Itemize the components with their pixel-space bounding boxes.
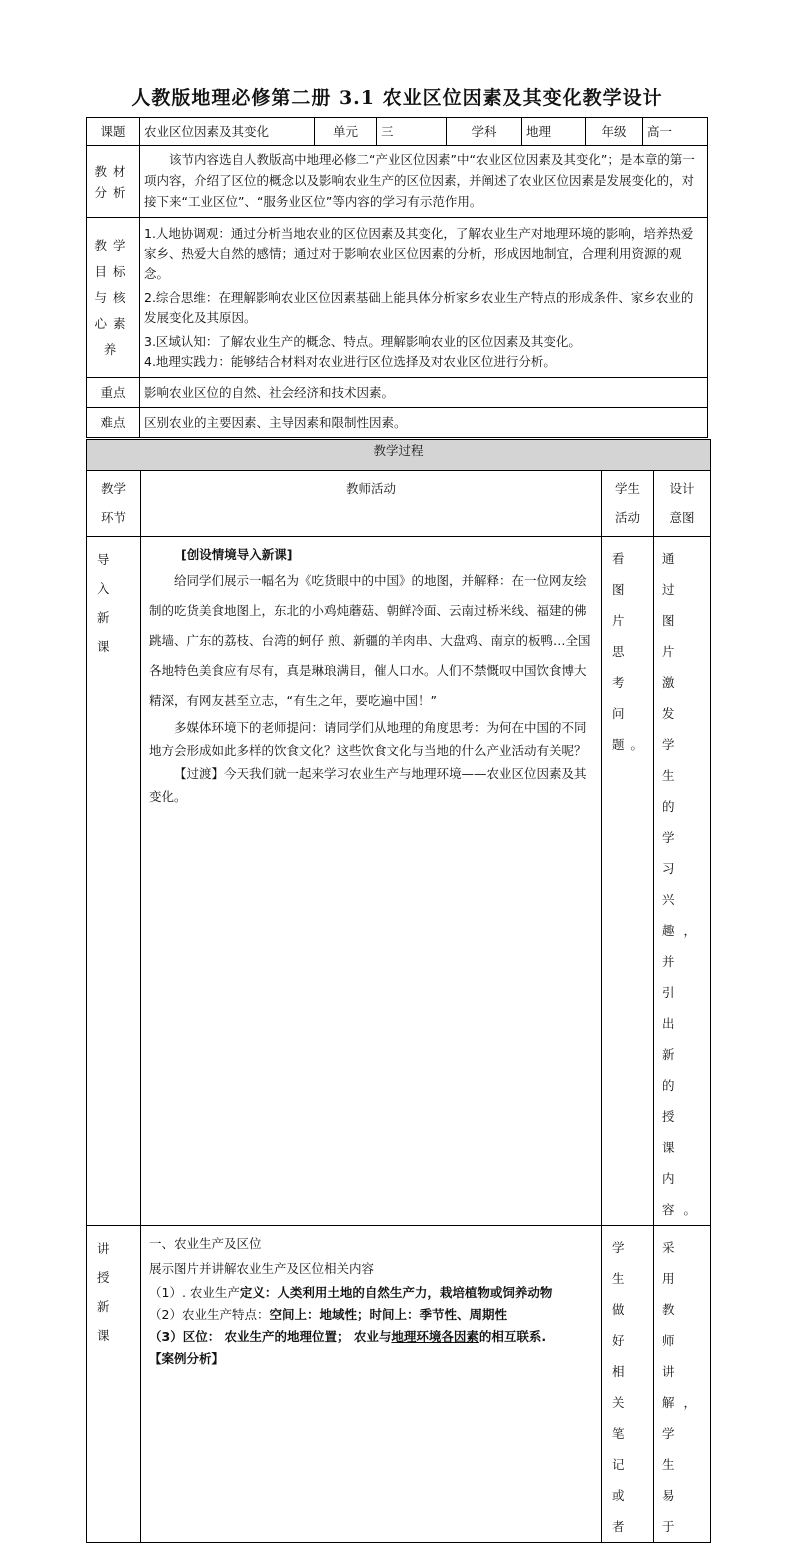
key-text: 影响农业区位的自然、社会经济和技术因素。 bbox=[140, 378, 708, 408]
lecture-line-6: 【案例分析】 bbox=[149, 1351, 225, 1366]
lecture-line-5 bbox=[149, 1326, 593, 1348]
header-student: 学生活动 bbox=[602, 471, 654, 537]
lecture-line-2: 展示图片并讲解农业生产及区位相关内容 bbox=[149, 1261, 375, 1276]
process-table bbox=[86, 439, 711, 1543]
goal-1: 1.人地协调观：通过分析当地农业的区位因素及其变化，了解农业生产对地理环境的影响，培养热爱家乡、热爱大自然的感情；通过对于影响农业区位因素的分析，形成因地制宜，合理利用资源的观念。 bbox=[144, 226, 694, 281]
intro-design-intent: 通过图片激发学生的学习兴趣，并引出新的授课内容。 bbox=[654, 537, 711, 1226]
label-material: 教材分析 bbox=[87, 146, 140, 218]
header-stage: 教学环节 bbox=[87, 471, 141, 537]
page-title: 人教版地理必修第二册 3.1 农业区位因素及其变化教学设计 bbox=[131, 87, 663, 109]
label-goals: 教学目标与核心素养 bbox=[87, 218, 140, 378]
lecture-line-3 bbox=[149, 1282, 593, 1304]
subject-value: 地理 bbox=[522, 118, 586, 146]
lecture-student-activity: 学生做好相关笔记或者 bbox=[602, 1226, 654, 1543]
lecture-line-1: 一、农业生产及区位 bbox=[149, 1236, 262, 1251]
grade-value: 高一 bbox=[643, 118, 708, 146]
header-teacher: 教师活动 bbox=[141, 471, 602, 537]
process-band: 教学过程 bbox=[87, 440, 711, 471]
goal-2: 2.综合思维：在理解影响农业区位因素基础上能具体分析家乡农业生产特点的形成条件、家乡农业的发展变化及其原因。 bbox=[144, 290, 694, 325]
label-unit: 单元 bbox=[315, 118, 377, 146]
lecture-3b: 定义：人类利用土地的自然生产力，栽培植物或饲养动物 bbox=[239, 1285, 553, 1300]
lecture-4b: 空间上：地域性；时间上：季节性、周期性 bbox=[269, 1307, 507, 1322]
intro-student-activity: 看图片思考问题。 bbox=[602, 537, 654, 1226]
intro-paragraph-2: 多媒体环境下的老师提问：请同学们从地理的角度思考：为何在中国的不同地方会形成如此多样的饮食文化？这些饮食文化与当地的什么产业活动有关呢？ bbox=[149, 720, 587, 758]
goal-4: 4.地理实践力：能够结合材料对农业进行区位选择及对农业区位进行分析。 bbox=[144, 354, 556, 369]
intro-content bbox=[141, 537, 602, 1226]
material-text: 该节内容选自人教版高中地理必修二“产业区位因素”中“农业区位因素及其变化”；是本章的第一项内容，介绍了区位的概念以及影响农业生产的区位因素，并阐述了农业区位因素是发展变化的，对接下来“工业区位”、“服务业区位”等内容的学习有示范作用。 bbox=[140, 146, 708, 218]
topic-value: 农业区位因素及其变化 bbox=[140, 118, 315, 146]
intro-subhead: [创设情境导入新课] bbox=[181, 547, 293, 562]
lecture-design-intent: 采用教师讲解，学生易于 bbox=[654, 1226, 711, 1543]
lecture-5b: 的相互联系. bbox=[478, 1329, 547, 1344]
intro-paragraph-1: 给同学们展示一幅名为《吃货眼中的中国》的地图，并解释：在一位网友绘制的吃货美食地图上，东北的小鸡炖蘑菇、朝鲜冷面、云南过桥米线、福建的佛跳墙、广东的荔枝、台湾的蚵仔 煎、新疆的羊肉串、大盘鸡、南京的板鸭…全国各地特色美食应有尽有，真是琳琅满目，催人口水。人们不禁慨叹中国饮食博大精深，有网友甚至立志，“有生之年，要吃遍中国！” bbox=[149, 573, 591, 708]
lecture-4a: （2）农业生产特点： bbox=[149, 1307, 270, 1322]
label-subject: 学科 bbox=[447, 118, 522, 146]
header-design: 设计意图 bbox=[654, 471, 711, 537]
stage-lecture: 讲授新课 bbox=[87, 1226, 141, 1543]
difficulty-text: 区别农业的主要因素、主导因素和限制性因素。 bbox=[140, 408, 708, 438]
lecture-5u: 地理环境各因素 bbox=[391, 1329, 479, 1344]
goals-cell bbox=[140, 218, 708, 378]
label-key: 重点 bbox=[87, 378, 140, 408]
stage-intro: 导入新课 bbox=[87, 537, 141, 1226]
unit-value: 三 bbox=[377, 118, 447, 146]
lecture-3a: （1）. 农业生产 bbox=[149, 1285, 240, 1300]
intro-transition: 【过渡】今天我们就一起来学习农业生产与地理环境——农业区位因素及其变化。 bbox=[149, 766, 587, 804]
lecture-5a: （3）区位： 农业生产的地理位置； 农业与 bbox=[149, 1329, 392, 1344]
goal-3: 3.区域认知：了解农业生产的概念、特点。理解影响农业的区位因素及其变化。 bbox=[144, 334, 581, 349]
info-table bbox=[86, 117, 708, 438]
lecture-line-4 bbox=[149, 1304, 593, 1326]
label-grade: 年级 bbox=[586, 118, 643, 146]
label-difficulty: 难点 bbox=[87, 408, 140, 438]
lecture-content bbox=[141, 1226, 602, 1543]
label-topic: 课题 bbox=[87, 118, 140, 146]
